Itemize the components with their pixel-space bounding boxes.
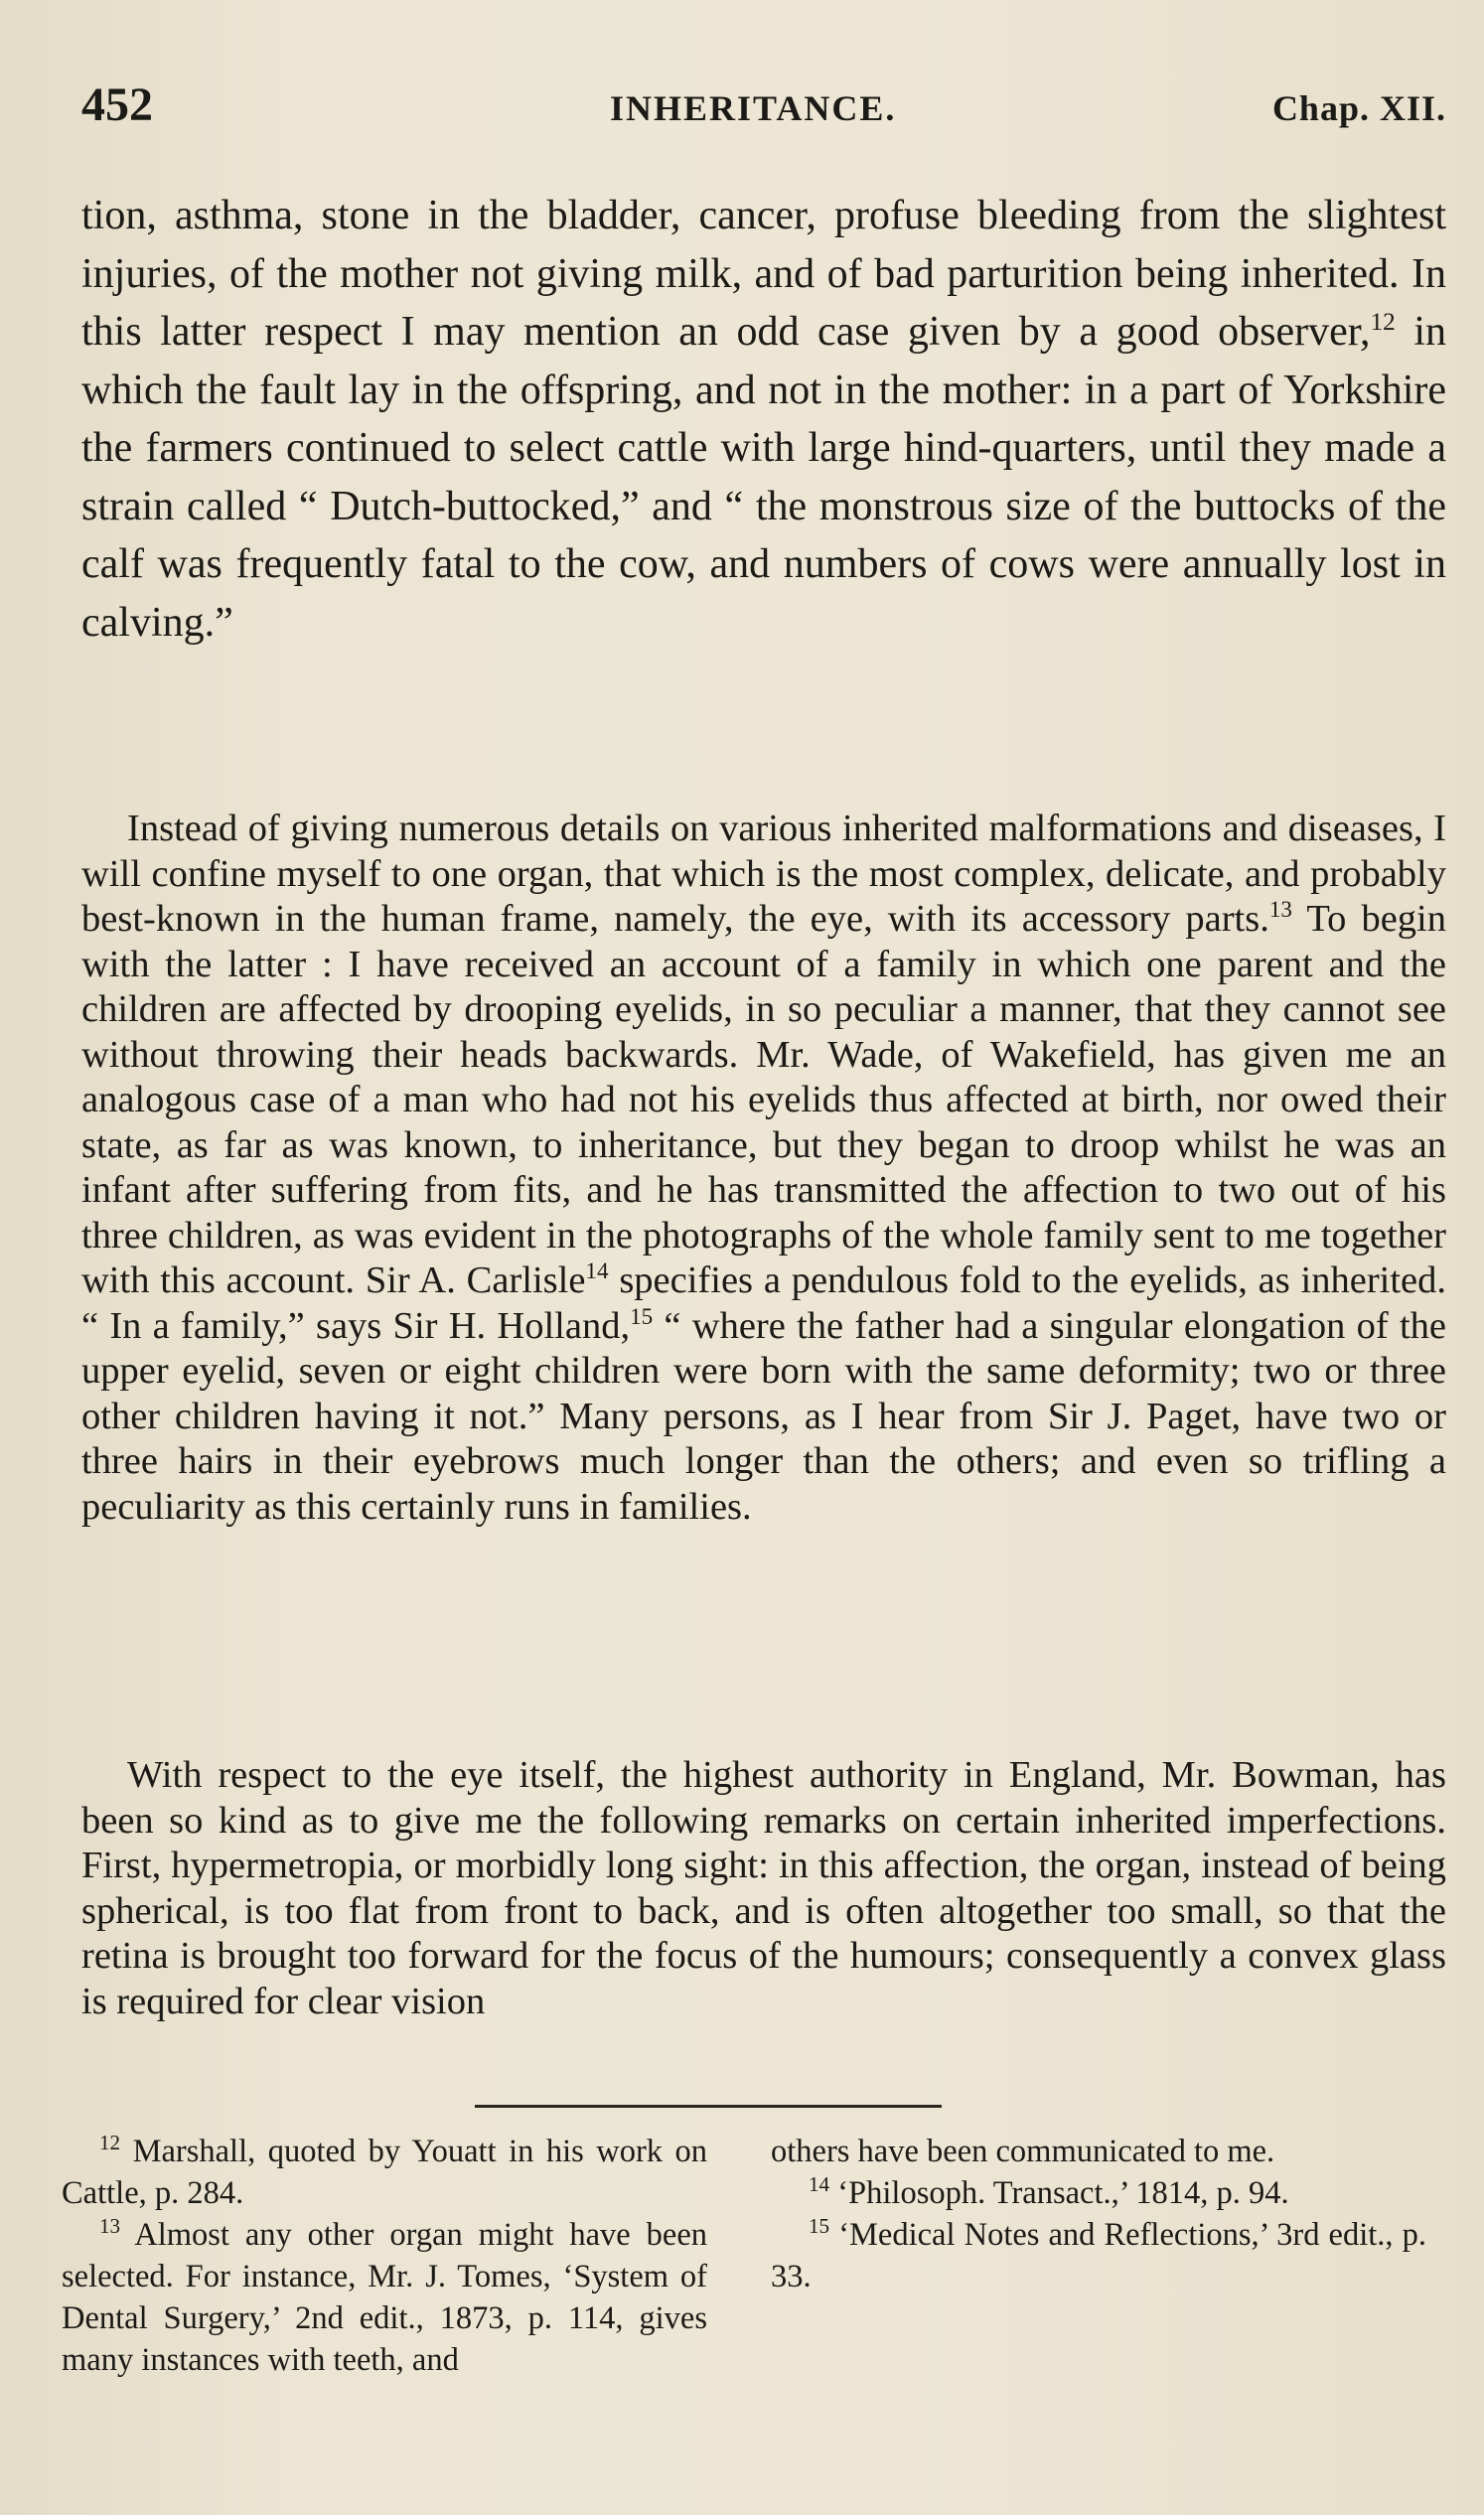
paragraph-eye: Instead of giving numerous details on various inherited malformations and diseases, I will confine myself to one organ, that which is the most complex, delicate, and probably best-known in the human frame, namely, the eye, with its accessory parts.$^{13}$ To begin with the latter : I have received an account of a family in which one parent and the children are affected by drooping eyelids, in so peculiar a manner, that they cannot see without throwing their heads backwards. Mr. Wade, of Wakefield, has given me an analogous case of a man who had not his eyelids thus affected at birth, nor owed their state, as far as was known, to inheritance, but they began to droop whilst he was an infant after suffering from fits, and he has transmitted the affection to two out of his three children, as was evident in the photographs of the whole family sent to me together with this account. Sir A. Carlisle$^{14}$ specifies a pendulous fold to the eyelids, as inherited. “ In a family,” says Sir H. Holland,$^{15}$ “ where the father had a singular elongation of the upper eyelid, seven or eight children were born with the same deformity; two or three other children having it not.” Many persons, as I hear from Sir J. Paget, have two or three hairs in their eyebrows much longer than the others; and even so trifling a peculiarity as this certainly runs in families. [81,808,1447,1528]
paragraph-continuation: tion, asthma, stone in the bladder, cancer, profuse bleeding from the slightest injuries, of the mother not giving milk, and of bad parturition being inherited. In this latter respect I may mention an odd case given by a good observer,$^{12}$ in which the fault lay in the offspring, and not in the mother: in a part of Yorkshire the farmers continued to select cattle with large hind-quarters, until they made a strain called “ Dutch-buttocked,” and “ the monstrous size of the buttocks of the calf was frequently fatal to the cow, and numbers of cows were annually lost in calving.” [81,193,1446,646]
footnote-13-continued: others have been communicated to me. [771,2134,1275,2169]
paragraph-bowman: With respect to the eye itself, the highest authority in England, Mr. Bowman, has been so kind as to give me the following remarks on certain inherited imperfections. First, hypermetropia, or morbidly long sight: in this affection, the organ, instead of being spherical, is too flat from front to back, and is often altogether too small, so that the retina is brought too forward for the focus of the humours; consequently a convex glass is required for clear vision [81,1754,1446,2022]
footnote-13: $^{13}$ Almost any other organ might have been selected. For instance, Mr. J. Tomes, ‘System of Dental Surgery,’ 2nd edit., 1873, p. 114, gives many instances with teeth, and [62,2214,707,2378]
footnote-ref-13: 13 [1268,896,1292,923]
footnote-ref-14: 14 [585,1258,609,1284]
footnote-15: $^{15}$ ‘Medical Notes and Reflections,’ 3rd edit., p. 33. [771,2214,1426,2294]
running-head: INHERITANCE. [610,88,897,128]
footnotes-left-column [62,2131,707,2381]
footnote-14: $^{14}$ ‘Philosoph. Transact.,’ 1814, p. 94. [809,2172,1289,2211]
footnote-ref-15: 15 [630,1302,654,1329]
footnote-divider [475,2105,942,2108]
footnote-ref-12: 12 [1370,309,1396,336]
page-number: 452 [81,78,153,131]
footnote-12: $^{12}$ Marshall, quoted by Youatt in his work on Cattle, p. 284. [62,2131,708,2211]
footnotes-right-column [771,2131,1426,2297]
chapter-label: Chap. XII. [1271,88,1446,128]
page-header [81,77,1446,137]
